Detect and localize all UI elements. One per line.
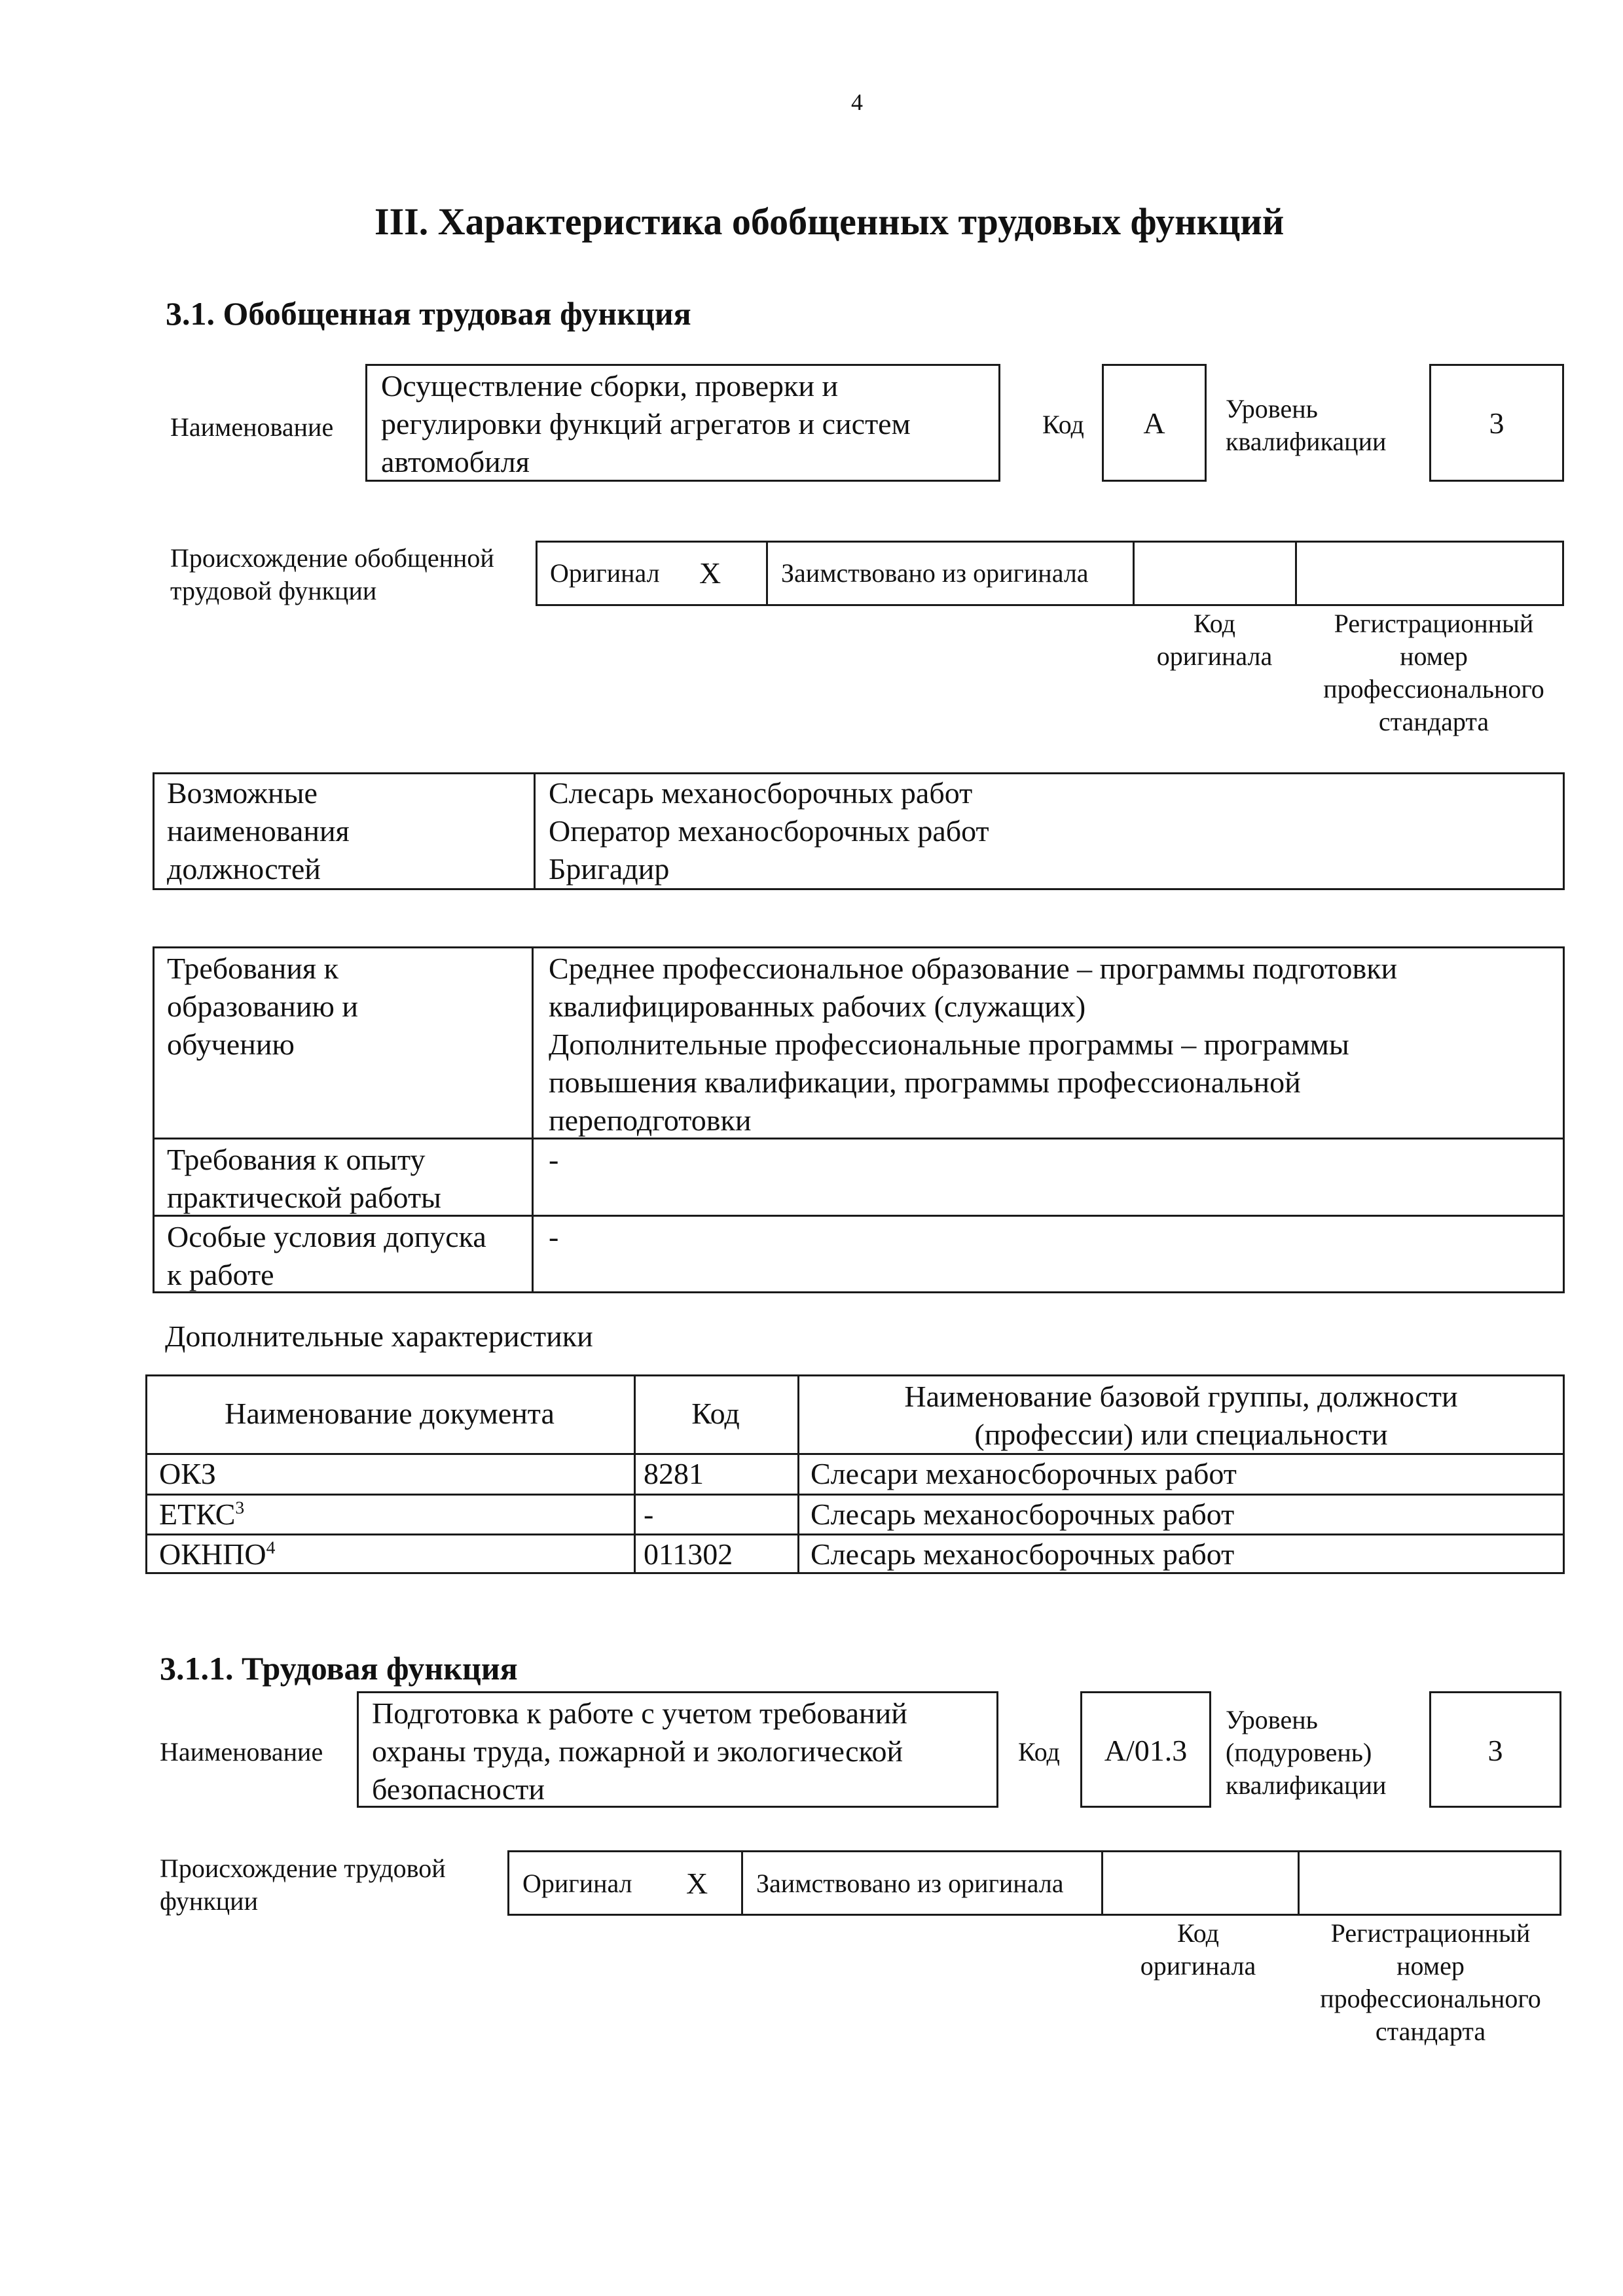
positions-label: Возможные наименования должностей xyxy=(167,776,350,886)
gtf-code-original-caption: Код оригинала xyxy=(1156,609,1273,671)
req-experience-label: Требования к опыту практической работы xyxy=(167,1143,441,1214)
req-education-value: Среднее профессиональное образование – программы подготовки квалифицированных рабочих (служащих) Дополнительные профессиональные программы – программы повышения квалификации, программы профессиональной переподготовки xyxy=(549,952,1398,1137)
gtf-original-label: Оригинал xyxy=(550,558,660,588)
extra-row-name: Слесари механосборочных работ xyxy=(811,1457,1237,1490)
tf-code-label: Код xyxy=(1018,1737,1060,1767)
extra-row-code: 011302 xyxy=(644,1537,733,1571)
gtf-origin-label: Происхождение обобщенной трудовой функции xyxy=(170,543,494,605)
extra-header-doc: Наименование документа xyxy=(225,1397,555,1430)
extra-header-code: Код xyxy=(691,1397,740,1430)
gtf-code-label: Код xyxy=(1042,410,1084,439)
tf-reg-number-caption: Регистрационный номер профессионального стандарта xyxy=(1320,1918,1541,2046)
gtf-borrowed-label: Заимствовано из оригинала xyxy=(781,558,1089,588)
req-conditions-label: Особые условия допуска к работе xyxy=(167,1220,486,1291)
gtf-name-label: Наименование xyxy=(170,412,334,442)
tf-original-mark: X xyxy=(686,1867,708,1900)
extra-row-doc: ОКЗ xyxy=(159,1457,216,1490)
page-number: 4 xyxy=(851,89,863,115)
tf-name-value: Подготовка к работе с учетом требований охраны труда, пожарной и экологической безопасности xyxy=(372,1696,907,1806)
tf-borrowed-label: Заимствовано из оригинала xyxy=(756,1869,1064,1898)
req-experience-value: - xyxy=(549,1143,559,1176)
extra-row-code: - xyxy=(644,1498,654,1531)
extra-row-name: Слесарь механосборочных работ xyxy=(811,1537,1235,1571)
extra-row-doc: ЕТКС$^3$ xyxy=(159,1497,245,1531)
extra-row-doc: ОКНПО$^4$ xyxy=(159,1537,276,1571)
gtf-level-label: Уровень квалификации xyxy=(1226,394,1387,456)
gtf-original-mark: X xyxy=(699,556,721,590)
gtf-heading: 3.1. Обобщенная трудовая функция xyxy=(166,295,691,332)
req-education-label: Требования к образованию и обучению xyxy=(167,952,358,1061)
gtf-name-value: Осуществление сборки, проверки и регулировки функций агрегатов и систем автомобиля xyxy=(381,369,911,478)
extra-header-name: Наименование базовой группы, должности (профессии) или специальности xyxy=(904,1380,1458,1451)
positions-value: Слесарь механосборочных работ Оператор механосборочных работ Бригадир xyxy=(549,776,989,886)
tf-original-label: Оригинал xyxy=(522,1869,632,1898)
tf-heading: 3.1.1. Трудовая функция xyxy=(160,1650,518,1687)
req-conditions-value: - xyxy=(549,1220,559,1253)
gtf-code-value: А xyxy=(1143,406,1165,440)
gtf-reg-number-caption: Регистрационный номер профессионального стандарта xyxy=(1323,609,1544,736)
tf-level-value: 3 xyxy=(1487,1734,1503,1767)
extra-heading: Дополнительные характеристики xyxy=(165,1319,593,1353)
extra-row-code: 8281 xyxy=(644,1457,704,1490)
section-title: III. Характеристика обобщенных трудовых функций xyxy=(374,200,1285,243)
tf-level-label: Уровень (подуровень) квалификации xyxy=(1226,1705,1387,1800)
tf-code-original-caption: Код оригинала xyxy=(1140,1918,1256,1981)
tf-origin-label: Происхождение трудовой функции xyxy=(160,1854,446,1916)
gtf-level-value: 3 xyxy=(1489,406,1504,440)
tf-code-value: А/01.3 xyxy=(1104,1734,1188,1767)
tf-name-label: Наименование xyxy=(160,1737,323,1767)
extra-row-name: Слесарь механосборочных работ xyxy=(811,1498,1235,1531)
